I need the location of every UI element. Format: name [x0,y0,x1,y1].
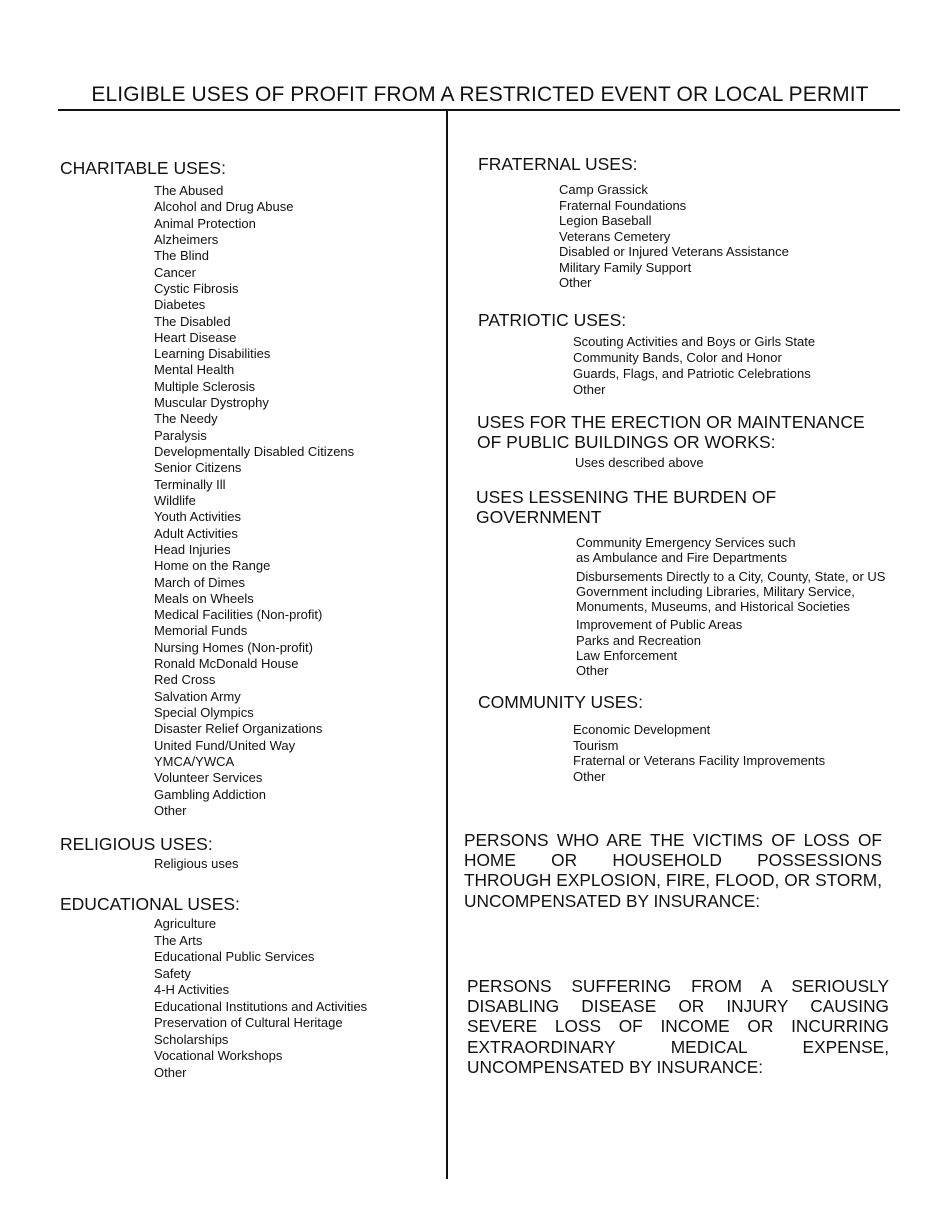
burden-heading-line1: USES LESSENING THE BURDEN OF [476,487,777,507]
list-item: Veterans Cemetery [559,228,671,244]
public-works-heading-line2: OF PUBLIC BUILDINGS OR WORKS: [477,432,776,452]
list-item: Nursing Homes (Non-profit) [154,639,313,655]
list-item: Other [559,275,592,290]
list-item: Senior Citizens [154,460,242,476]
list-item: Law Enforcement [576,648,678,664]
list-item: Fraternal or Veterans Facility Improvements [573,753,826,769]
list-item: Memorial Funds [154,623,248,639]
list-item: Camp Grassick [559,182,648,197]
list-item: Home on the Range [154,558,271,574]
list-item: Government including Libraries, Military Service, [576,583,855,599]
list-item: Preservation of Cultural Heritage [154,1015,343,1031]
list-item: Volunteer Services [154,770,263,786]
list-item: Disabled or Injured Veterans Assistance [559,244,789,259]
page-title: ELIGIBLE USES OF PROFIT FROM A RESTRICTED EVENT OR LOCAL PERMIT [91,83,869,106]
list-item: Ronald McDonald House [154,656,299,672]
list-item: Scholarships [154,1031,229,1047]
list-item: Tourism [573,737,619,753]
list-item: Muscular Dystrophy [154,395,269,411]
list-item: Heart Disease [154,329,237,345]
list-item: March of Dimes [154,574,246,590]
list-item: The Abused [154,183,224,198]
list-item: United Fund/United Way [154,737,296,753]
list-item: Special Olympics [154,705,254,720]
list-item: Meals on Wheels [154,590,254,606]
list-item: Diabetes [154,297,206,313]
list-item: Alcohol and Drug Abuse [154,199,294,215]
burden-heading [476,487,776,527]
list-item: The Blind [154,248,209,264]
list-item: Religious uses [154,856,239,871]
list-item: The Arts [154,932,203,948]
disease-paragraph: PERSONS SUFFERING FROM A SERIOUSLY DISABLING DISEASE OR INJURY CAUSING SEVERE LOSS OF INCOME OR INCURRING EXTRAORDINARY MEDICAL EXPENSE, UNCOMPENSATED BY INSURANCE: [467,976,889,1077]
list-item: Head Injuries [154,541,231,557]
list-item: Safety [154,965,191,981]
list-item: Cystic Fibrosis [154,280,239,296]
list-item: Economic Development [573,722,711,737]
list-item: Military Family Support [559,259,692,275]
list-item: Youth Activities [154,509,241,525]
list-item: Red Cross [154,672,216,688]
list-item: Vocational Workshops [154,1048,283,1064]
victims-paragraph: PERSONS WHO ARE THE VICTIMS OF LOSS OF HOME OR HOUSEHOLD POSSESSIONS THROUGH EXPLOSION, FIRE, FLOOD, OR STORM, UNCOMPENSATED BY INSURANCE: [464,830,882,911]
public-works-heading [477,412,865,452]
list-item: YMCA/YWCA [154,753,235,769]
fraternal-heading: FRATERNAL USES: [478,154,638,174]
list-item: Alzheimers [154,231,219,247]
list-item: Improvement of Public Areas [576,617,743,633]
charitable-list [154,183,354,819]
list-item: Disbursements Directly to a City, County, State, or US [576,568,886,584]
list-item: 4-H Activities [154,982,230,998]
community-heading: COMMUNITY USES: [478,692,643,712]
list-item: Gambling Addiction [154,786,267,802]
list-item: Agriculture [154,916,217,931]
list-item: Parks and Recreation [576,632,702,648]
religious-heading: RELIGIOUS USES: [60,834,213,854]
educational-list [154,916,367,1081]
list-item: Other [576,663,609,679]
list-item: Wildlife [154,492,196,508]
list-item: Legion Baseball [559,213,652,228]
list-item: Educational Public Services [154,949,315,965]
public-works-heading-line1: USES FOR THE ERECTION OR MAINTENANCE [477,412,865,432]
list-item: Other [154,802,187,818]
list-item: Mental Health [154,362,235,378]
educational-heading: EDUCATIONAL USES: [60,894,240,914]
list-item: Guards, Flags, and Patriotic Celebrations [573,365,811,381]
fraternal-list [559,182,789,291]
list-item: Learning Disabilities [154,346,271,362]
list-item: Medical Facilities (Non-profit) [154,607,323,623]
list-item: The Needy [154,411,218,427]
list-item: Animal Protection [154,215,256,231]
list-item: Community Bands, Color and Honor [573,349,782,365]
column-divider [446,111,448,1179]
list-item: Educational Institutions and Activities [154,998,368,1014]
list-item: Fraternal Foundations [559,197,687,213]
community-list [573,722,825,784]
list-item: Paralysis [154,427,207,443]
patriotic-heading: PATRIOTIC USES: [478,310,627,330]
list-item: Monuments, Museums, and Historical Societies [576,599,850,615]
title-divider [58,109,900,111]
burden-heading-line2: GOVERNMENT [476,507,602,527]
list-item: Terminally Ill [154,476,226,492]
list-item: Developmentally Disabled Citizens [154,444,355,459]
patriotic-list [573,334,815,398]
list-item: Adult Activities [154,525,238,541]
list-item: Cancer [154,264,196,280]
list-item: Other [154,1064,187,1080]
burden-list [576,535,885,679]
list-item: as Ambulance and Fire Departments [576,550,787,566]
charitable-heading: CHARITABLE USES: [60,158,226,178]
public-works-list [575,455,704,471]
list-item: Multiple Sclerosis [154,378,256,394]
list-item: Salvation Army [154,688,241,704]
list-item: Disaster Relief Organizations [154,721,323,737]
list-item: Other [573,382,606,398]
list-item: The Disabled [154,313,231,329]
religious-list [154,856,239,872]
list-item: Uses described above [575,455,704,470]
list-item: Scouting Activities and Boys or Girls State [573,334,816,349]
list-item: Other [573,768,606,784]
list-item: Community Emergency Services such [576,535,796,550]
